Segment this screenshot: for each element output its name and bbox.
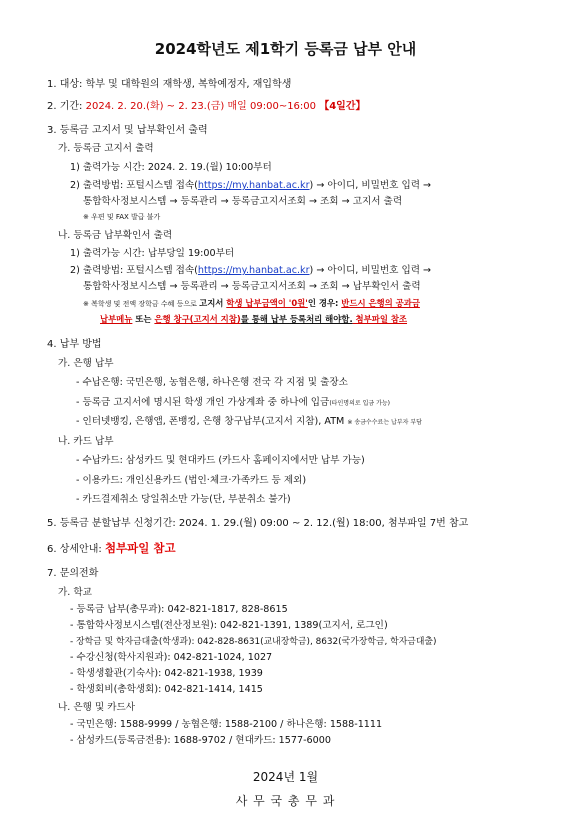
contact-item: - 국민은행: 1588-9999 / 농협은행: 1588-2100 / 하나은행: 1588-1111 (70, 719, 383, 730)
receipt-method-steps: 통합학사정보시스템 → 등록관리 → 등록금고지서조회 → 조회 → 납부확인서 출력 (83, 281, 421, 292)
bank-item-note: ※ 송금수수료는 납부자 부담 (347, 419, 422, 426)
section-7-heading (47, 568, 98, 580)
section-number: 6. (47, 544, 57, 555)
section-number: 2. (47, 101, 57, 112)
method-text: 2) 출력방법: 포털시스템 접속( (70, 265, 198, 276)
subsection-receipt: 나. 등록금 납부확인서 출력 (58, 230, 173, 241)
invoice-time: 1) 출력가능 시간: 2024. 2. 19.(월) 10:00부터 (70, 162, 272, 173)
card-item: - 수납카드: 삼성카드 및 현대카드 (카드사 홈페이지에서만 납부 가능) (76, 455, 365, 466)
section-number: 5. (47, 518, 57, 529)
portal-link[interactable]: https://my.hanbat.ac.kr (197, 180, 310, 191)
receipt-method (70, 265, 431, 277)
note-highlight: 학생 납부금액이 '0원' (226, 298, 308, 308)
note-highlight: 납부메뉴 (100, 314, 133, 324)
contact-item: - 삼성카드(등록금전용): 1688-9702 / 현대카드: 1577-6000 (70, 735, 331, 746)
receipt-note-2 (100, 313, 407, 325)
section-7-title: 문의전화 (59, 568, 99, 579)
bank-item: - 수납은행: 국민은행, 농협은행, 하나은행 전국 각 지점 및 출장소 (76, 377, 348, 388)
note-text: 또는 (132, 314, 155, 324)
receipt-time: 1) 출력가능 시간: 납부당일 19:00부터 (70, 248, 235, 259)
note-highlight: 반드시 은행의 공과금 (341, 298, 420, 308)
detail-label: 상세안내: (59, 544, 105, 555)
section-number: 1. (47, 79, 57, 90)
subsection-invoice: 가. 등록금 고지서 출력 (58, 143, 154, 154)
contact-item: - 학생생활관(기숙사): 042-821-1938, 1939 (70, 668, 263, 679)
period-label: 기간: (59, 101, 86, 112)
bank-item (76, 416, 422, 429)
section-3-heading (47, 125, 208, 137)
document-title: 2024학년도 제1학기 등록금 납부 안내 (154, 40, 417, 58)
section-1-text: 대상: 학부 및 대학원의 재학생, 복학예정자, 재입학생 (59, 79, 292, 90)
period-days: 【4일간】 (319, 101, 366, 112)
contact-item: - 통합학사정보시스템(전산정보원): 042-821-1391, 1389(고지서, 로그인) (70, 620, 388, 631)
bank-item-note: (타인명의로 입금 가능) (329, 400, 391, 407)
note-highlight: 은행 창구(고지서 지참) (154, 314, 241, 324)
note-text: 인 경우: (307, 298, 342, 308)
card-item: - 카드결제취소 당일취소만 가능(단, 부분취소 불가) (76, 494, 291, 505)
contact-item: - 학생회비(총학생회): 042-821-1414, 1415 (70, 684, 263, 695)
note-text: 고지서 (199, 298, 227, 308)
bank-item (76, 397, 390, 410)
payment-period: 2024. 2. 20.(화) ~ 2. 23.(금) 매일 09:00~16:00 (85, 101, 317, 112)
method-text-cont: ) → 아이디, 비밀번호 입력 → (309, 265, 432, 276)
subsection-card: 나. 카드 납부 (58, 436, 114, 447)
subsection-school: 가. 학교 (58, 587, 92, 598)
contact-item: - 장학금 및 학자금대출(학생과): 042-828-8631(교내장학금), 8632(국가장학금, 학자금대출) (70, 637, 437, 647)
note-text: ※ 복학생 및 전액 장학금 수혜 등으로 (83, 300, 200, 308)
section-4-title: 납부 방법 (59, 339, 102, 350)
section-6 (47, 542, 176, 556)
contact-item: - 수강신청(학사지원과): 042-821-1024, 1027 (70, 652, 273, 663)
invoice-note: ※ 우편 및 FAX 발급 불가 (83, 213, 161, 221)
section-2 (47, 101, 366, 113)
footer-date: 2024년 1월 (252, 770, 319, 784)
method-text: 2) 출력방법: 포털시스템 접속( (70, 180, 198, 191)
contact-item: - 등록금 납부(총무과): 042-821-1817, 828-8615 (70, 604, 288, 615)
note-text: 를 통해 납부 등록처리 해야함. (240, 314, 353, 324)
note-highlight: 첨부파일 참조 (352, 314, 408, 324)
footer-office: 사 무 국 총 무 과 (235, 794, 336, 808)
subsection-bank: 가. 은행 납부 (58, 358, 114, 369)
invoice-method (70, 180, 431, 192)
section-number: 3. (47, 125, 57, 136)
section-4-heading (47, 339, 102, 351)
section-number: 4. (47, 339, 57, 350)
bank-item-text: - 인터넷뱅킹, 은행앱, 폰뱅킹, 은행 창구납부(고지서 지참), ATM (76, 416, 345, 427)
section-3-title: 등록금 고지서 및 납부확인서 출력 (59, 125, 208, 136)
receipt-note-1 (83, 297, 420, 310)
attachment-reference: 첨부파일 참고 (104, 541, 176, 555)
section-5-text: 등록금 분할납부 신청기간: 2024. 1. 29.(월) 09:00 ~ 2. 12.(월) 18:00, 첨부파일 7번 참고 (59, 518, 469, 529)
method-text-cont: ) → 아이디, 비밀번호 입력 → (309, 180, 432, 191)
section-number: 7. (47, 568, 57, 579)
card-item: - 이용카드: 개인신용카드 (법인·체크·가족카드 등 제외) (76, 475, 307, 486)
portal-link[interactable]: https://my.hanbat.ac.kr (197, 265, 310, 276)
section-5 (47, 518, 468, 530)
subsection-bank-card: 나. 은행 및 카드사 (58, 702, 136, 713)
bank-item-text: - 등록금 고지서에 명시된 학생 개인 가상계좌 중 하나에 입금 (76, 397, 330, 408)
invoice-method-steps: 통합학사정보시스템 → 등록관리 → 등록금고지서조회 → 조회 → 고지서 출력 (83, 196, 403, 207)
section-1 (47, 79, 291, 91)
